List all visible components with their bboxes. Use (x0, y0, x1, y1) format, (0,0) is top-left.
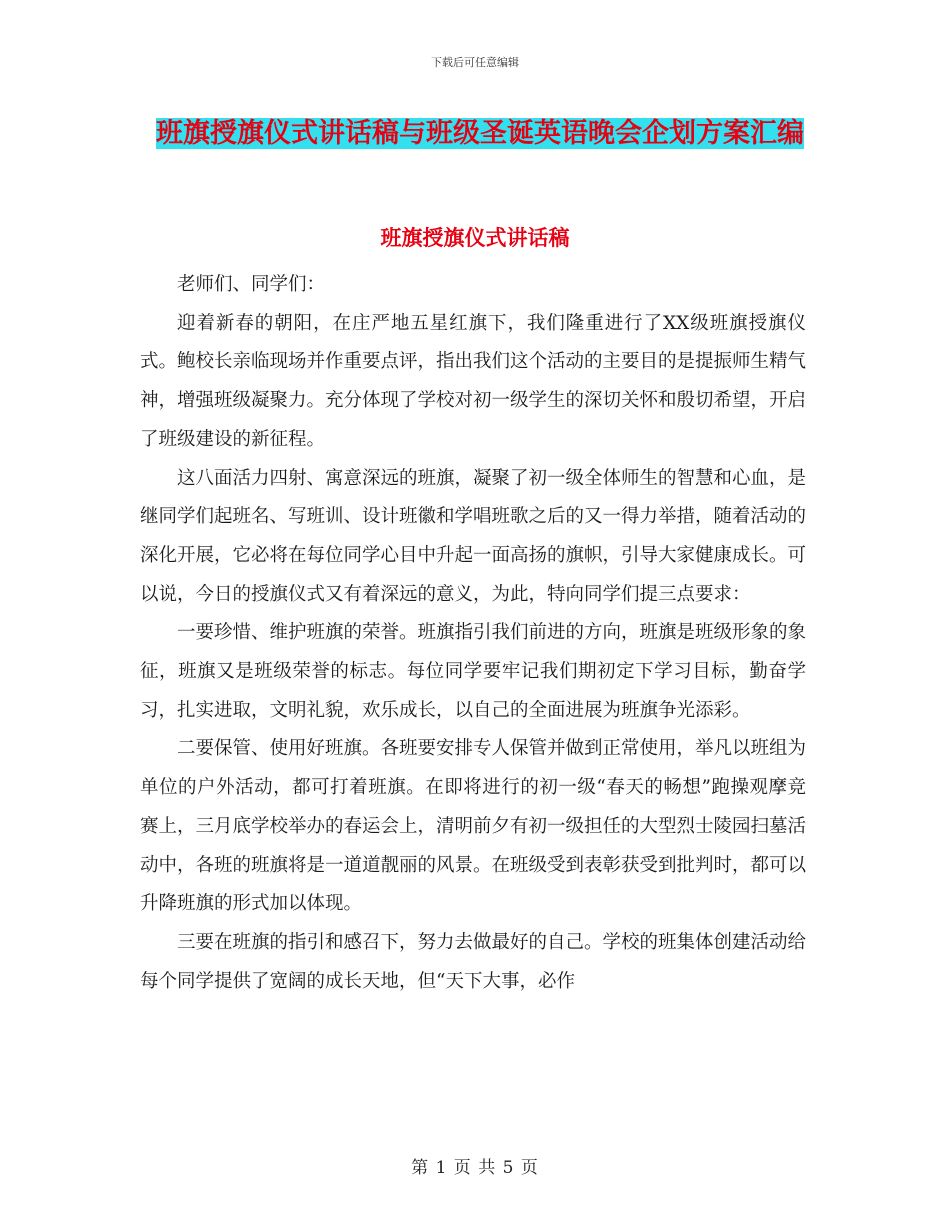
paragraph: 这八面活力四射、寓意深远的班旗，凝聚了初一级全体师生的智慧和心血，是继同学们起班名、写班训、设计班徽和学唱班歌之后的又一得力举措，随着活动的深化开展，它必将在每位同学心目中升起一面高扬的旗帜，引导大家健康成长。可以说，今日的授旗仪式又有着深远的意义，为此，特向同学们提三点要求： (140, 467, 807, 605)
page-number: 第 1 页 共 5 页 (411, 1158, 539, 1178)
document-body (140, 266, 806, 1001)
document-title-text: 班旗授旗仪式讲话稿与班级圣诞英语晚会企划方案汇编 (156, 118, 804, 149)
header-note: 下载后可任意编辑 (431, 56, 519, 69)
paragraph: 老师们、同学们： (177, 274, 326, 295)
section-title: 班旗授旗仪式讲话稿 (380, 226, 570, 250)
paragraph: 迎着新春的朝阳，在庄严地五星红旗下，我们隆重进行了XX级班旗授旗仪式。鲍校长亲临现场并作重要点评，指出我们这个活动的主要目的是提振师生精气神，增强班级凝聚力。充分体现了学校对初一级学生的深切关怀和殷切希望，开启了班级建设的新征程。 (140, 312, 807, 450)
paragraph: 一要珍惜、维护班旗的荣誉。班旗指引我们前进的方向，班旗是班级形象的象征，班旗又是班级荣誉的标志。每位同学要牢记我们期初定下学习目标，勤奋学习，扎实进取，文明礼貌，欢乐成长，以自己的全面进展为班旗争光添彩。 (140, 622, 807, 721)
paragraph: 三要在班旗的指引和感召下，努力去做最好的自己。学校的班集体创建活动给每个同学提供了宽阔的成长天地，但“天下大事，必作 (140, 931, 807, 992)
paragraph: 二要保管、使用好班旗。各班要安排专人保管并做到正常使用，举凡以班组为单位的户外活动，都可打着班旗。在即将进行的初一级“春天的畅想”跑操观摩竞赛上，三月底学校举办的春运会上，清明前夕有初一级担任的大型烈士陵园扫墓活动中，各班的班旗将是一道道靓丽的风景。在班级受到表彰获受到批判时，都可以升降班旗的形式加以体现。 (140, 738, 807, 915)
document-title (140, 110, 820, 158)
